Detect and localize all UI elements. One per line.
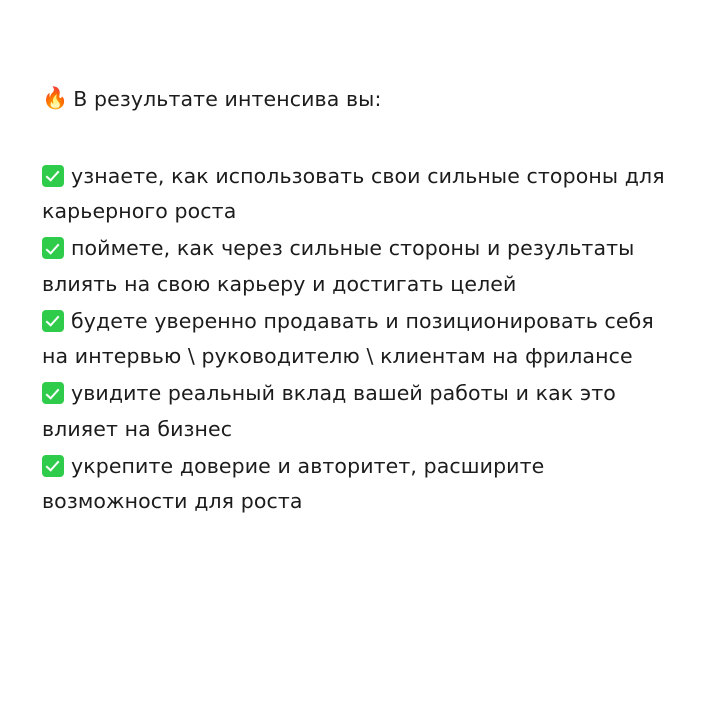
list-item	[42, 159, 674, 230]
fire-icon: 🔥	[42, 86, 69, 110]
list-item-text: узнаете, как использовать свои сильные стороны для карьерного роста	[42, 163, 665, 223]
check-mark-icon	[42, 237, 64, 259]
check-mark-icon	[42, 310, 64, 332]
page-title-text: В результате интенсива вы:	[73, 87, 382, 111]
list-item-text: поймете, как через сильные стороны и результаты влиять на свою карьеру и достигать целей	[42, 236, 635, 296]
list-item	[42, 231, 674, 302]
list-item	[42, 449, 674, 520]
list-item-text: укрепите доверие и авторитет, расширите возможности для роста	[42, 453, 545, 513]
benefits-list	[42, 159, 674, 520]
list-item	[42, 304, 674, 375]
check-mark-icon	[42, 455, 64, 477]
list-item-text: будете уверенно продавать и позиционировать себя на интервью \ руководителю \ клиентам на фрилансе	[42, 308, 654, 368]
page-title	[42, 84, 674, 115]
check-mark-icon	[42, 165, 64, 187]
check-mark-icon	[42, 382, 64, 404]
list-item-text: увидите реальный вклад вашей работы и как это влияет на бизнес	[42, 381, 616, 441]
list-item	[42, 376, 674, 447]
